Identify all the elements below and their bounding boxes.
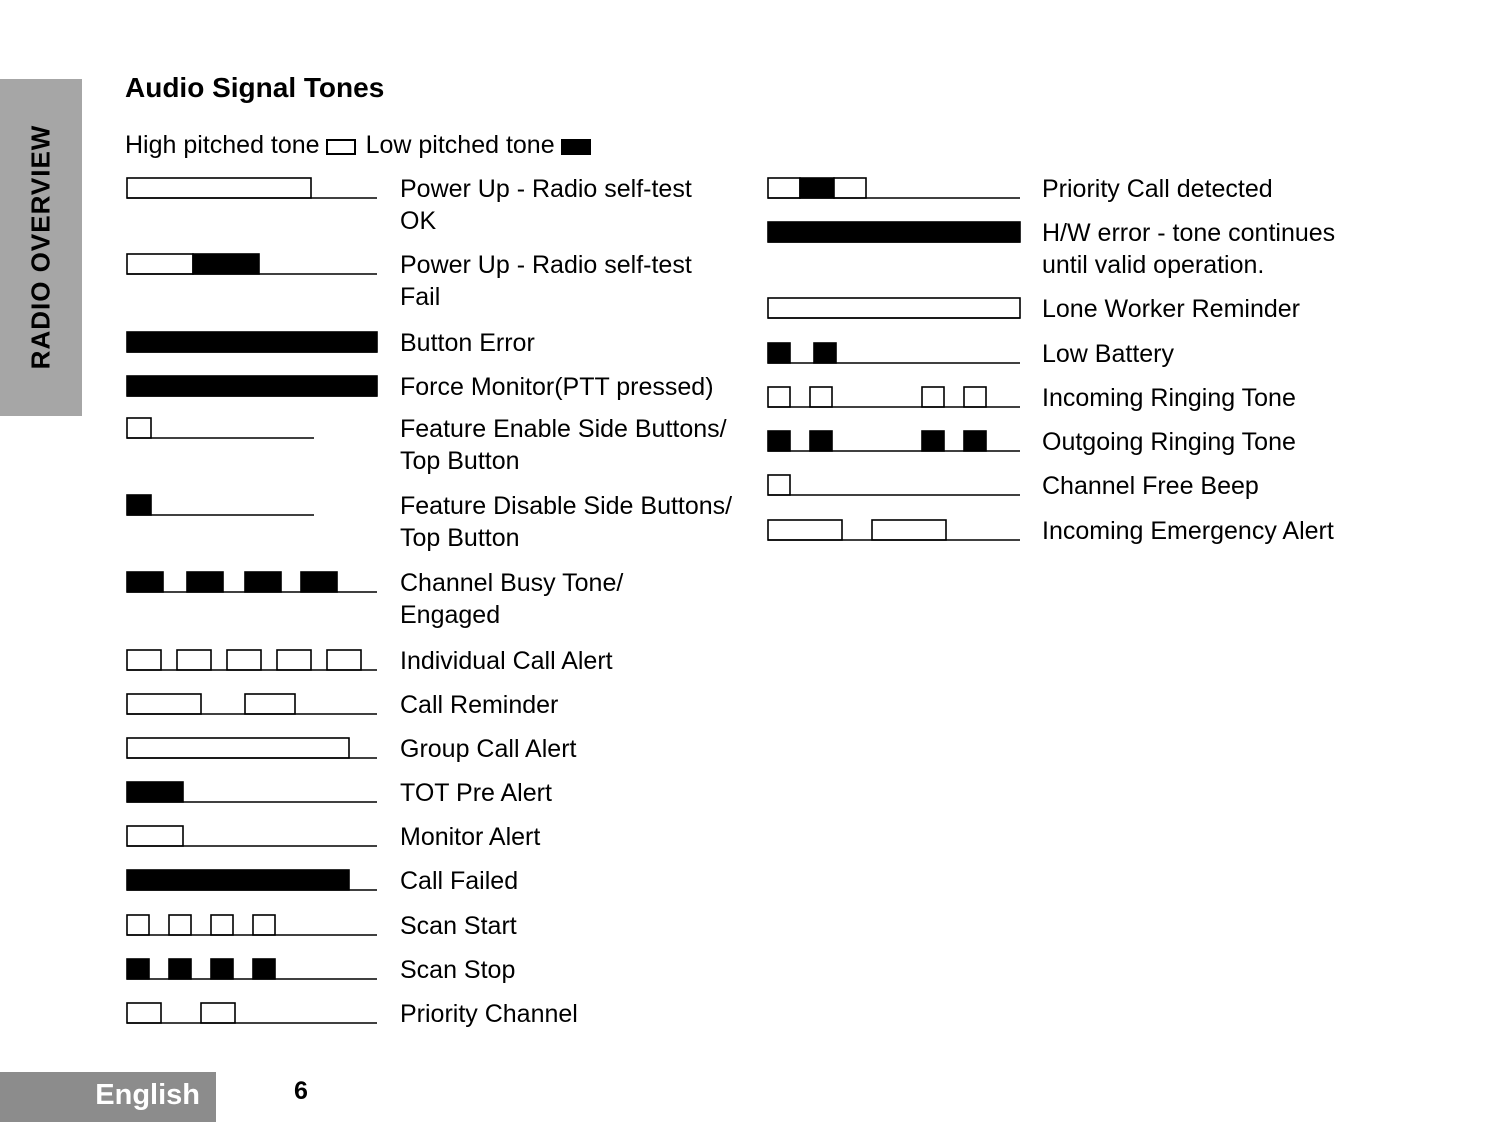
low-tone-block bbox=[301, 572, 337, 592]
tone-pattern bbox=[126, 330, 378, 352]
low-tone-block bbox=[127, 572, 163, 592]
tone-pattern bbox=[126, 736, 378, 758]
high-tone-block bbox=[245, 694, 295, 714]
tone-label: Low Battery bbox=[1042, 340, 1175, 368]
low-tone-block bbox=[127, 332, 377, 352]
high-tone-block bbox=[127, 650, 161, 670]
high-tone-block bbox=[127, 178, 311, 198]
tone-label: Channel Free Beep bbox=[1042, 472, 1259, 500]
low-tone-block bbox=[127, 376, 377, 396]
high-tone-block bbox=[768, 475, 790, 495]
tone-label: Group Call Alert bbox=[400, 735, 577, 763]
low-tone-block bbox=[814, 343, 836, 363]
high-tone-block bbox=[127, 1003, 161, 1023]
low-tone-block bbox=[768, 431, 790, 451]
high-tone-block bbox=[922, 387, 944, 407]
tone-pattern bbox=[126, 252, 378, 274]
high-tone-block bbox=[127, 738, 349, 758]
tone-pattern bbox=[126, 957, 378, 979]
tone-pattern bbox=[126, 570, 378, 592]
low-tone-block bbox=[211, 959, 233, 979]
tone-pattern bbox=[126, 648, 378, 670]
tone-pattern bbox=[126, 824, 378, 846]
language-tab bbox=[0, 1072, 216, 1122]
tone-label: Scan Start bbox=[400, 912, 517, 940]
high-tone-block bbox=[810, 387, 832, 407]
tone-label: Power Up - Radio self-test Fail bbox=[400, 251, 692, 311]
low-tone-block bbox=[127, 782, 183, 802]
tone-label: Incoming Emergency Alert bbox=[1042, 517, 1334, 545]
tone-pattern bbox=[126, 374, 378, 396]
high-tone-block bbox=[127, 418, 151, 438]
high-tone-block bbox=[127, 915, 149, 935]
high-tone-block bbox=[964, 387, 986, 407]
low-tone-block bbox=[768, 343, 790, 363]
tone-pattern bbox=[126, 692, 378, 714]
tone-label: Lone Worker Reminder bbox=[1042, 295, 1300, 323]
tone-label: Feature Disable Side Buttons/ Top Button bbox=[400, 492, 733, 552]
high-tone-block bbox=[768, 387, 790, 407]
tone-label: H/W error - tone continues until valid operation. bbox=[1042, 219, 1336, 279]
low-tone-block bbox=[245, 572, 281, 592]
language-label: English bbox=[95, 1079, 200, 1111]
low-tone-block bbox=[127, 870, 349, 890]
tone-label: Power Up - Radio self-test OK bbox=[400, 175, 692, 235]
low-tone-block bbox=[193, 254, 259, 274]
high-tone-block bbox=[127, 826, 183, 846]
tone-pattern bbox=[126, 780, 378, 802]
high-tone-block bbox=[768, 178, 800, 198]
tone-pattern bbox=[767, 176, 1021, 198]
section-tab bbox=[0, 79, 82, 416]
low-tone-block bbox=[922, 431, 944, 451]
legend-high-label: High pitched tone bbox=[125, 130, 320, 159]
tone-pattern bbox=[767, 220, 1021, 242]
high-tone-block bbox=[253, 915, 275, 935]
section-tab-label: RADIO OVERVIEW bbox=[25, 124, 56, 370]
tone-pattern bbox=[767, 429, 1021, 451]
low-tone-block bbox=[169, 959, 191, 979]
tone-pattern bbox=[767, 473, 1021, 495]
page-title: Audio Signal Tones bbox=[125, 72, 385, 103]
tone-pattern bbox=[126, 176, 378, 198]
low-tone-swatch bbox=[561, 139, 591, 155]
high-tone-block bbox=[277, 650, 311, 670]
tone-pattern bbox=[126, 913, 378, 935]
tone-label: Priority Call detected bbox=[1042, 175, 1273, 203]
tone-pattern bbox=[767, 341, 1021, 363]
high-tone-block bbox=[211, 915, 233, 935]
tone-pattern bbox=[767, 296, 1021, 318]
high-tone-block bbox=[327, 650, 361, 670]
tone-label: Call Failed bbox=[400, 867, 519, 895]
low-tone-block bbox=[253, 959, 275, 979]
tone-label: Individual Call Alert bbox=[400, 647, 613, 675]
tone-label: Feature Enable Side Buttons/ Top Button bbox=[400, 415, 727, 475]
high-tone-block bbox=[872, 520, 946, 540]
low-tone-block bbox=[127, 959, 149, 979]
tone-label: Priority Channel bbox=[400, 1000, 578, 1028]
tone-legend bbox=[125, 130, 601, 160]
legend-low-label: Low pitched tone bbox=[365, 130, 555, 159]
page-number: 6 bbox=[294, 1077, 308, 1105]
high-tone-block bbox=[127, 254, 193, 274]
tone-label: Incoming Ringing Tone bbox=[1042, 384, 1296, 412]
high-tone-swatch bbox=[326, 139, 356, 155]
tone-pattern bbox=[767, 385, 1021, 407]
tone-label: Channel Busy Tone/ Engaged bbox=[400, 569, 624, 629]
high-tone-block bbox=[127, 694, 201, 714]
tone-label: TOT Pre Alert bbox=[400, 779, 552, 807]
low-tone-block bbox=[800, 178, 834, 198]
tone-pattern bbox=[126, 868, 378, 890]
tone-label: Monitor Alert bbox=[400, 823, 541, 851]
low-tone-block bbox=[127, 495, 151, 515]
high-tone-block bbox=[169, 915, 191, 935]
tone-label: Force Monitor(PTT pressed) bbox=[400, 373, 714, 401]
high-tone-block bbox=[177, 650, 211, 670]
tone-pattern bbox=[767, 518, 1021, 540]
tone-label: Scan Stop bbox=[400, 956, 516, 984]
low-tone-block bbox=[964, 431, 986, 451]
high-tone-block bbox=[768, 520, 842, 540]
tone-pattern bbox=[126, 493, 315, 515]
tone-label: Outgoing Ringing Tone bbox=[1042, 428, 1296, 456]
low-tone-block bbox=[768, 222, 1020, 242]
tone-label: Call Reminder bbox=[400, 691, 559, 719]
high-tone-block bbox=[834, 178, 866, 198]
high-tone-block bbox=[227, 650, 261, 670]
low-tone-block bbox=[187, 572, 223, 592]
tone-pattern bbox=[126, 416, 315, 438]
tone-label: Button Error bbox=[400, 329, 535, 357]
tone-pattern bbox=[126, 1001, 378, 1023]
high-tone-block bbox=[768, 298, 1020, 318]
high-tone-block bbox=[201, 1003, 235, 1023]
low-tone-block bbox=[810, 431, 832, 451]
